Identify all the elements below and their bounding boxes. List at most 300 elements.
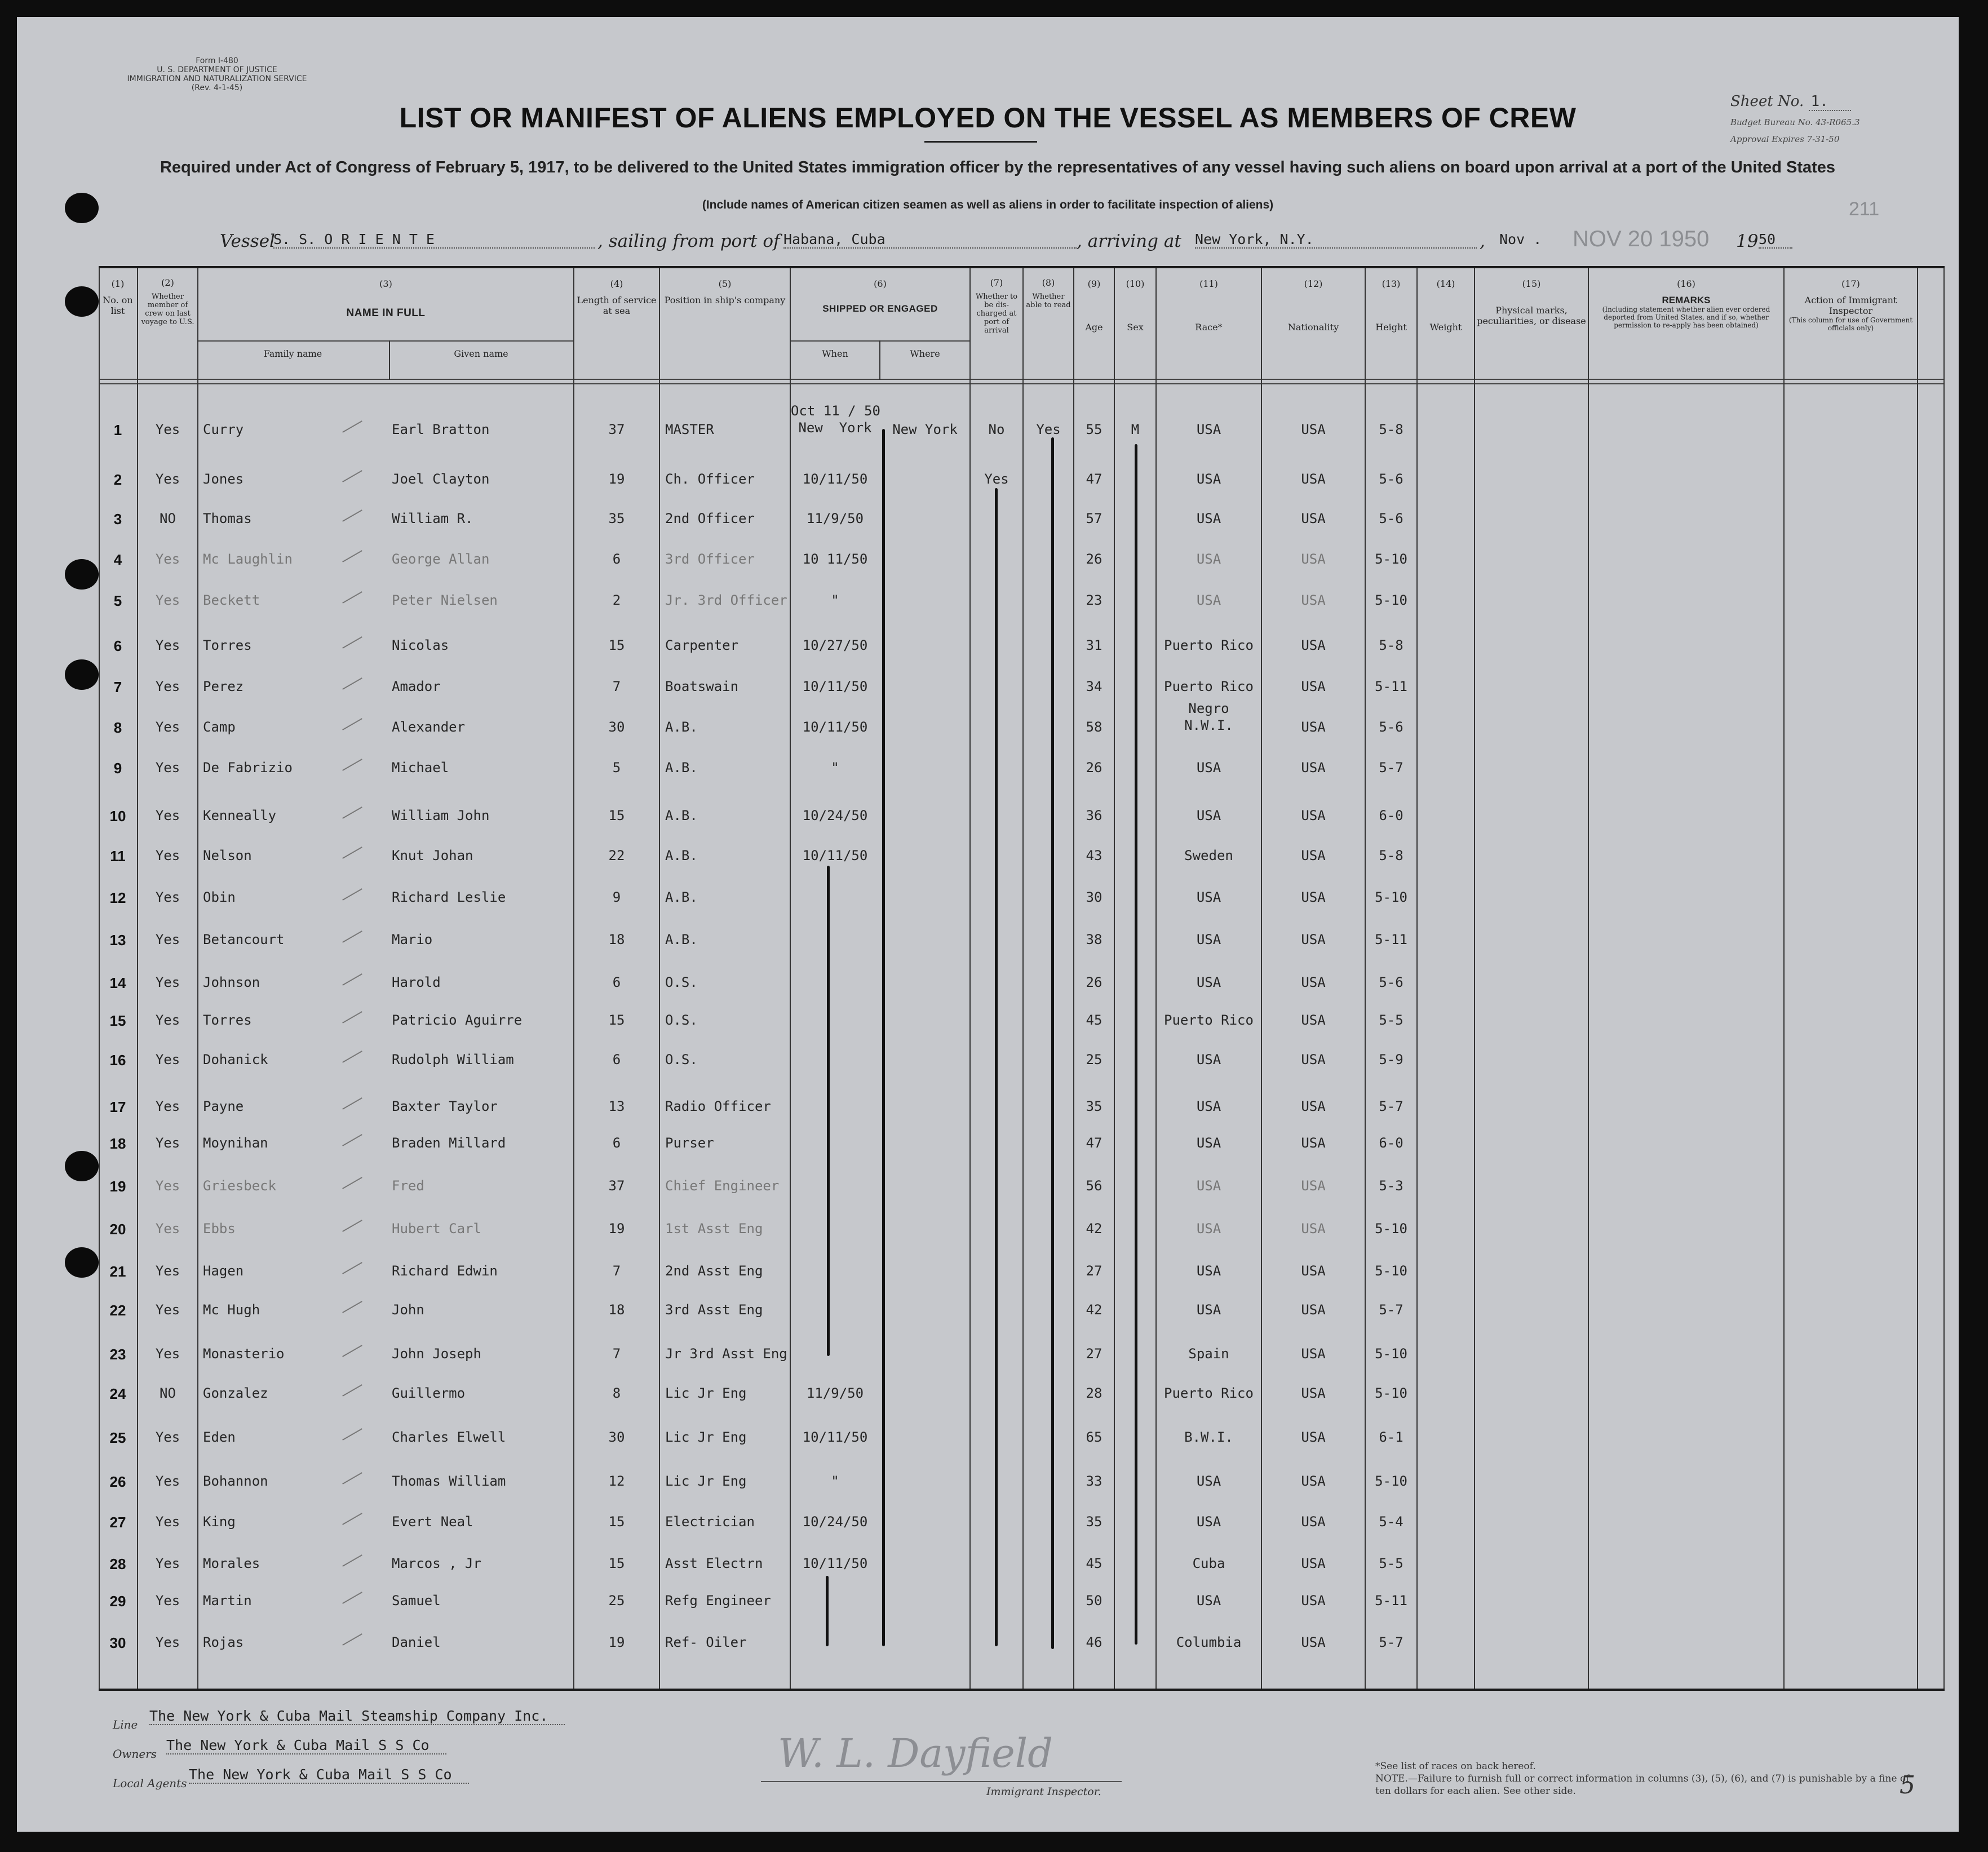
cell-position: Radio Officer <box>665 1098 771 1114</box>
cell-position: 2nd Asst Eng <box>665 1263 763 1279</box>
cell-service: 22 <box>608 848 625 863</box>
cell-race: B.W.I. <box>1184 1429 1233 1445</box>
cell-position: A.B. <box>665 760 698 776</box>
cell-height: 5-5 <box>1379 1556 1403 1571</box>
agents-label: Local Agents <box>113 1776 187 1790</box>
col-num: (2) <box>161 277 174 288</box>
cell-no: 23 <box>109 1346 126 1363</box>
header-bottom-rule <box>99 379 1945 380</box>
col-num: (9) <box>1087 278 1101 289</box>
table-row <box>99 1593 1945 1615</box>
table-row <box>99 1221 1945 1243</box>
inspector-signature: W. L. Dayfield <box>778 1730 1053 1776</box>
cell-position: Purser <box>665 1135 714 1151</box>
cell-member: Yes <box>155 551 180 567</box>
cell-discharged: Yes <box>984 471 1009 487</box>
cell-height: 5-10 <box>1375 551 1407 567</box>
cell-position: O.S. <box>665 1052 698 1067</box>
cell-race: Puerto Rico <box>1164 1012 1254 1028</box>
col-num: (1) <box>111 278 125 289</box>
cell-family: Jones <box>203 471 244 487</box>
table-row <box>99 637 1945 660</box>
table-row <box>99 679 1945 701</box>
table-row <box>99 1514 1945 1536</box>
cell-member: Yes <box>155 679 180 694</box>
cell-member: Yes <box>155 932 180 947</box>
cell-position: Asst Electrn <box>665 1556 763 1571</box>
cell-nationality: USA <box>1301 1263 1326 1279</box>
cell-member: Yes <box>155 1302 180 1318</box>
signature-line <box>761 1781 1122 1782</box>
cell-race: Negro N.W.I. <box>1184 701 1233 733</box>
col-12-header <box>1262 278 1365 333</box>
cell-sex: M <box>1131 422 1140 437</box>
cell-position: Jr 3rd Asst Eng <box>665 1346 787 1362</box>
cell-service: 15 <box>608 637 625 653</box>
cell-given: Hubert Carl <box>392 1221 481 1237</box>
cell-race: USA <box>1196 1263 1221 1279</box>
table-row <box>99 1634 1945 1657</box>
cell-age: 33 <box>1086 1473 1103 1489</box>
cell-given: Earl Bratton <box>392 422 490 437</box>
col-16-header <box>1589 278 1783 329</box>
ditto-stroke <box>1051 437 1054 1649</box>
cell-no: 4 <box>113 551 122 568</box>
cell-given: John Joseph <box>392 1346 481 1362</box>
cell-no: 14 <box>109 974 126 991</box>
cell-given: Marcos , Jr <box>392 1556 481 1571</box>
cell-nationality: USA <box>1301 719 1326 735</box>
cell-member: Yes <box>155 808 180 823</box>
cell-height: 5-7 <box>1379 1634 1403 1650</box>
cell-race: USA <box>1196 511 1221 526</box>
cell-height: 5-10 <box>1375 1473 1407 1489</box>
col-9-header <box>1074 278 1114 333</box>
cell-family: De Fabrizio <box>203 760 293 776</box>
cell-family: Perez <box>203 679 244 694</box>
cell-nationality: USA <box>1301 1221 1326 1237</box>
include-note: (Include names of American citizen seamen as well as aliens in order to facilitate inspection of aliens) <box>702 198 1274 211</box>
crew-table <box>99 266 1945 1691</box>
comma: , <box>1480 231 1485 251</box>
cell-no: 24 <box>109 1385 126 1402</box>
col-num: (15) <box>1522 278 1541 289</box>
port-from: Habana, Cuba <box>783 231 1077 249</box>
punch-hole <box>65 286 99 317</box>
cell-race: Sweden <box>1184 848 1233 863</box>
cell-given: Nicolas <box>392 637 449 653</box>
cell-position: Ch. Officer <box>665 471 755 487</box>
cell-given: Alexander <box>392 719 466 735</box>
cell-family: Torres <box>203 1012 252 1028</box>
cell-where: New York <box>892 422 958 437</box>
cell-race: Puerto Rico <box>1164 679 1254 694</box>
cell-age: 38 <box>1086 932 1103 947</box>
agents-field <box>113 1766 452 1790</box>
col-label: Race* <box>1195 322 1223 333</box>
cell-service: 15 <box>608 1012 625 1028</box>
cell-when: " <box>831 592 839 608</box>
cell-no: 16 <box>109 1052 126 1069</box>
margin-mark: 5 <box>1900 1771 1915 1800</box>
cell-age: 45 <box>1086 1012 1103 1028</box>
cell-position: O.S. <box>665 1012 698 1028</box>
cell-member: Yes <box>155 1593 180 1609</box>
cell-given: George Allan <box>392 551 490 567</box>
stamp-number: 211 <box>1849 198 1880 220</box>
cell-position: A.B. <box>665 808 698 823</box>
cell-height: 5-6 <box>1379 974 1403 990</box>
cell-race: USA <box>1196 1473 1221 1489</box>
cell-family: Griesbeck <box>203 1178 277 1194</box>
cell-race: USA <box>1196 1514 1221 1530</box>
cell-position: Refg Engineer <box>665 1593 771 1609</box>
cell-position: Chief Engineer <box>665 1178 780 1194</box>
cell-height: 5-8 <box>1379 637 1403 653</box>
col-label: Whether able to read <box>1026 293 1071 309</box>
approval-expires: Approval Expires 7-31-50 <box>1730 134 1840 144</box>
cell-nationality: USA <box>1301 760 1326 776</box>
cell-when: " <box>831 1473 839 1489</box>
col-label: Sex <box>1127 322 1144 333</box>
cell-no: 7 <box>113 679 122 695</box>
cell-member: Yes <box>155 760 180 776</box>
cell-no: 5 <box>113 592 122 609</box>
cell-given: William R. <box>392 511 473 526</box>
col-2-header <box>138 278 197 326</box>
table-row <box>99 1098 1945 1121</box>
cell-height: 5-10 <box>1375 1221 1407 1237</box>
col-num: (11) <box>1199 278 1218 289</box>
cell-age: 27 <box>1086 1346 1103 1362</box>
cell-given: Samuel <box>392 1593 441 1609</box>
cell-when: Oct 11 / 50 New York <box>791 403 880 436</box>
table-row <box>99 1052 1945 1074</box>
cell-no: 6 <box>113 637 122 654</box>
cell-age: 34 <box>1086 679 1103 694</box>
cell-family: Dohanick <box>203 1052 268 1067</box>
port-to: New York, N.Y. <box>1195 231 1477 249</box>
cell-no: 8 <box>113 719 122 736</box>
cell-nationality: USA <box>1301 1052 1326 1067</box>
cell-race: Spain <box>1188 1346 1229 1362</box>
sheet-label: Sheet No. <box>1730 93 1804 110</box>
cell-service: 30 <box>608 719 625 735</box>
sailing-label: , sailing from port of <box>597 231 780 251</box>
col-num: (13) <box>1382 278 1401 289</box>
cell-family: Monasterio <box>203 1346 285 1362</box>
cell-member: Yes <box>155 592 180 608</box>
col-num: (16) <box>1677 278 1695 289</box>
cell-given: Knut Johan <box>392 848 473 863</box>
cell-family: Mc Laughlin <box>203 551 293 567</box>
cell-when: 10/11/50 <box>802 848 868 863</box>
cell-no: 12 <box>109 889 126 906</box>
table-row <box>99 551 1945 574</box>
cell-service: 7 <box>612 1346 621 1362</box>
cell-member: Yes <box>155 1263 180 1279</box>
cell-no: 9 <box>113 760 122 777</box>
cell-nationality: USA <box>1301 1634 1326 1650</box>
col-label: Weight <box>1429 322 1462 333</box>
where-header: Where <box>910 348 940 359</box>
cell-member: Yes <box>155 719 180 735</box>
cell-race: USA <box>1196 471 1221 487</box>
cell-height: 5-10 <box>1375 592 1407 608</box>
cell-given: Peter Nielsen <box>392 592 498 608</box>
cell-given: John <box>392 1302 424 1318</box>
cell-race: USA <box>1196 1593 1221 1609</box>
cell-service: 13 <box>608 1098 625 1114</box>
table-row <box>99 932 1945 954</box>
cell-given: Mario <box>392 932 433 947</box>
col-6-header <box>791 278 969 295</box>
page-title: LIST OR MANIFEST OF ALIENS EMPLOYED ON THE VESSEL AS MEMBERS OF CREW <box>399 102 1577 134</box>
cell-family: Moynihan <box>203 1135 268 1151</box>
table-row <box>99 1135 1945 1158</box>
service-name: IMMIGRATION AND NATURALIZATION SERVICE <box>127 74 307 83</box>
cell-member: NO <box>160 1385 176 1401</box>
owners-value: The New York & Cuba Mail S S Co <box>166 1737 446 1754</box>
col-sublabel: (Including statement whether alien ever ordered deported from United States, and if so, whether permission to re-apply has been obtained) <box>1602 305 1770 329</box>
cell-given: William John <box>392 808 490 823</box>
cell-position: A.B. <box>665 719 698 735</box>
cell-member: Yes <box>155 1429 180 1445</box>
vessel-label: Vessel <box>220 231 275 251</box>
cell-family: Beckett <box>203 592 260 608</box>
cell-age: 30 <box>1086 889 1103 905</box>
table-row <box>99 889 1945 912</box>
cell-race: USA <box>1196 808 1221 823</box>
cell-service: 12 <box>608 1473 625 1489</box>
cell-family: King <box>203 1514 236 1530</box>
col-8-header <box>1024 278 1073 309</box>
cell-race: Puerto Rico <box>1164 637 1254 653</box>
cell-nationality: USA <box>1301 1302 1326 1318</box>
table-row <box>99 974 1945 997</box>
col-10-header <box>1115 278 1155 333</box>
table-row <box>99 848 1945 870</box>
cell-given: Braden Millard <box>392 1135 506 1151</box>
cell-race: USA <box>1196 1178 1221 1194</box>
cell-no: 22 <box>109 1302 126 1319</box>
cell-family: Betancourt <box>203 932 285 947</box>
cell-height: 5-8 <box>1379 848 1403 863</box>
cell-position: Boatswain <box>665 679 739 694</box>
cell-race: USA <box>1196 422 1221 437</box>
cell-no: 13 <box>109 932 126 949</box>
cell-nationality: USA <box>1301 679 1326 694</box>
header-rule <box>198 340 573 342</box>
cell-no: 17 <box>109 1098 126 1115</box>
cell-position: Lic Jr Eng <box>665 1385 747 1401</box>
year-prefix: 19 <box>1736 231 1759 251</box>
cell-age: 57 <box>1086 511 1103 526</box>
col-num: (7) <box>990 277 1003 288</box>
cell-age: 26 <box>1086 974 1103 990</box>
cell-no: 28 <box>109 1556 126 1572</box>
cell-age: 65 <box>1086 1429 1103 1445</box>
cell-age: 36 <box>1086 808 1103 823</box>
cell-nationality: USA <box>1301 889 1326 905</box>
cell-nationality: USA <box>1301 511 1326 526</box>
cell-position: 3rd Asst Eng <box>665 1302 763 1318</box>
cell-age: 47 <box>1086 1135 1103 1151</box>
owners-label: Owners <box>113 1747 157 1761</box>
cell-service: 7 <box>612 1263 621 1279</box>
cell-height: 5-10 <box>1375 1346 1407 1362</box>
month: Nov . <box>1499 231 1542 247</box>
cell-no: 2 <box>113 471 122 488</box>
cell-age: 35 <box>1086 1514 1103 1530</box>
cell-age: 47 <box>1086 471 1103 487</box>
cell-given: Guillermo <box>392 1385 466 1401</box>
form-revision: (Rev. 4-1-45) <box>191 83 243 92</box>
cell-position: Lic Jr Eng <box>665 1429 747 1445</box>
ditto-stroke <box>1135 444 1137 1645</box>
cell-member: Yes <box>155 848 180 863</box>
cell-when: 10 11/50 <box>802 551 868 567</box>
cell-member: Yes <box>155 471 180 487</box>
col-label: Whether to be dis-charged at port of arrival <box>975 293 1018 335</box>
punch-hole <box>65 1151 99 1181</box>
table-row <box>99 1473 1945 1496</box>
cell-member: Yes <box>155 1473 180 1489</box>
name-in-full-header: NAME IN FULL <box>346 307 426 319</box>
cell-race: USA <box>1196 932 1221 947</box>
col-7-header <box>971 278 1022 335</box>
cell-height: 6-0 <box>1379 1135 1403 1151</box>
cell-no: 18 <box>109 1135 126 1152</box>
cell-member: Yes <box>155 1556 180 1571</box>
cell-service: 19 <box>608 1221 625 1237</box>
cell-given: Charles Elwell <box>392 1429 506 1445</box>
cell-service: 37 <box>608 422 625 437</box>
col-label: Position in ship's company <box>664 295 786 305</box>
table-row <box>99 1263 1945 1286</box>
budget-bureau: Budget Bureau No. 43-R065.3 <box>1730 117 1860 127</box>
table-row <box>99 760 1945 782</box>
col-3-header <box>198 278 573 295</box>
cell-race: Puerto Rico <box>1164 1385 1254 1401</box>
when-header: When <box>822 348 848 359</box>
col-num: (6) <box>874 278 887 289</box>
cell-service: 7 <box>612 679 621 694</box>
cell-given: Fred <box>392 1178 424 1194</box>
subtitle: Required under Act of Congress of February 5, 1917, to be delivered to the United States immigration officer by the representatives of any vessel having such aliens on board upon arrival at a port of the United States <box>160 158 1836 176</box>
cell-when: 10/11/50 <box>802 1556 868 1571</box>
cell-age: 23 <box>1086 592 1103 608</box>
col-15-header <box>1475 278 1588 326</box>
cell-position: Lic Jr Eng <box>665 1473 747 1489</box>
cell-member: Yes <box>155 422 180 437</box>
cell-service: 5 <box>612 760 621 776</box>
cell-nationality: USA <box>1301 974 1326 990</box>
cell-position: Ref- Oiler <box>665 1634 747 1650</box>
col-14-header <box>1418 278 1474 333</box>
cell-when: 10/24/50 <box>802 808 868 823</box>
table-row <box>99 1556 1945 1578</box>
races-note: *See list of races on back hereof. <box>1375 1761 1536 1772</box>
cell-when: 11/9/50 <box>806 511 864 526</box>
form-identifier <box>90 56 344 92</box>
cell-height: 5-7 <box>1379 1098 1403 1114</box>
col-label: Length of service at sea <box>577 295 657 316</box>
cell-no: 26 <box>109 1473 126 1490</box>
cell-family: Bohannon <box>203 1473 268 1489</box>
sheet-value: 1. <box>1809 93 1851 111</box>
cell-when: 10/11/50 <box>802 719 868 735</box>
cell-position: Jr. 3rd Officer <box>665 592 787 608</box>
cell-age: 43 <box>1086 848 1103 863</box>
cell-member: Yes <box>155 1346 180 1362</box>
owners-field <box>113 1737 430 1761</box>
cell-family: Martin <box>203 1593 252 1609</box>
cell-member: Yes <box>155 1178 180 1194</box>
cell-when: 10/27/50 <box>802 637 868 653</box>
cell-no: 20 <box>109 1221 126 1238</box>
col-num: (4) <box>610 278 623 289</box>
name-subdivider <box>389 340 390 380</box>
cell-age: 42 <box>1086 1221 1103 1237</box>
cell-member: NO <box>160 511 176 526</box>
col-5-header <box>660 278 790 305</box>
cell-height: 5-7 <box>1379 1302 1403 1318</box>
table-row <box>99 808 1945 830</box>
col-num: (3) <box>379 278 392 289</box>
cell-no: 29 <box>109 1593 126 1610</box>
cell-race: USA <box>1196 889 1221 905</box>
cell-race: USA <box>1196 1302 1221 1318</box>
cell-given: Richard Edwin <box>392 1263 498 1279</box>
cell-nationality: USA <box>1301 808 1326 823</box>
vessel-name: S. S. O R I E N T E <box>273 231 595 249</box>
cell-age: 56 <box>1086 1178 1103 1194</box>
cell-height: 5-6 <box>1379 719 1403 735</box>
cell-family: Camp <box>203 719 236 735</box>
cell-family: Nelson <box>203 848 252 863</box>
form-number: Form I-480 <box>196 56 238 65</box>
cell-position: Carpenter <box>665 637 739 653</box>
penalty-note: NOTE.—Failure to furnish full or correct information in columns (3), (5), (6), and (7) is punishable by a fine of ten dollars for each alien. See other side. <box>1375 1773 1910 1797</box>
manifest-sheet <box>17 17 1959 1832</box>
cell-given: Baxter Taylor <box>392 1098 498 1114</box>
cell-family: Kenneally <box>203 808 277 823</box>
cell-given: Richard Leslie <box>392 889 506 905</box>
cell-member: Yes <box>155 637 180 653</box>
cell-family: Obin <box>203 889 236 905</box>
cell-service: 6 <box>612 1135 621 1151</box>
year: 50 <box>1759 231 1792 249</box>
cell-family: Payne <box>203 1098 244 1114</box>
cell-height: 5-6 <box>1379 471 1403 487</box>
cell-height: 5-3 <box>1379 1178 1403 1194</box>
cell-position: A.B. <box>665 889 698 905</box>
cell-no: 25 <box>109 1429 126 1446</box>
cell-position: 2nd Officer <box>665 511 755 526</box>
cell-given: Harold <box>392 974 441 990</box>
cell-height: 5-9 <box>1379 1052 1403 1067</box>
cell-height: 5-10 <box>1375 889 1407 905</box>
cell-race: USA <box>1196 551 1221 567</box>
cell-height: 5-11 <box>1375 679 1407 694</box>
col-label: Nationality <box>1287 322 1339 333</box>
cell-nationality: USA <box>1301 1473 1326 1489</box>
cell-age: 31 <box>1086 637 1103 653</box>
cell-service: 8 <box>612 1385 621 1401</box>
cell-discharged: No <box>988 422 1005 437</box>
cell-member: Yes <box>155 1135 180 1151</box>
